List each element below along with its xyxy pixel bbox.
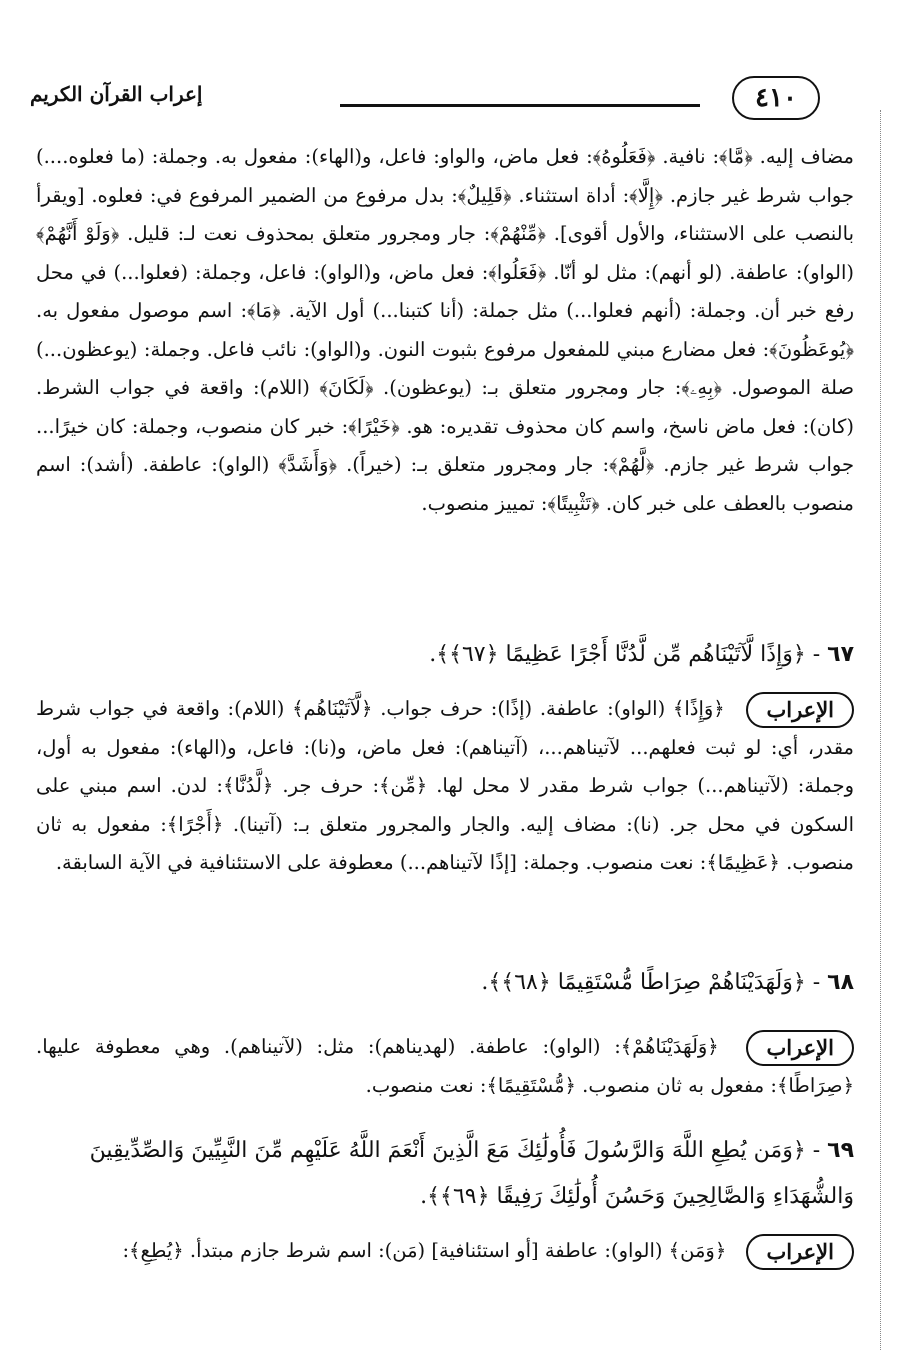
verse-text: - ﴿وَإِذًا لَّآتَيْنَاهُم مِّن لَّدُنَّا أَجْرًا عَظِيمًا ﴿٦٧﴾﴾. <box>429 642 821 667</box>
book-title: إعراب القرآن الكريم <box>30 82 203 106</box>
page-edge <box>880 110 881 1350</box>
verse-68 <box>36 960 854 1006</box>
verse-text: - ﴿وَمَن يُطِعِ اللَّهَ وَالرَّسُولَ فَأُولَٰئِكَ مَعَ الَّذِينَ أَنْعَمَ اللَّهُ عَلَيْهِم مِّنَ النَّبِيِّينَ وَالصِّدِّيقِينَ وَالشُّهَدَاءِ وَالصَّالِحِينَ وَحَسُنَ أُولَٰئِكَ رَفِيقًا ﴿٦٩﴾﴾. <box>89 1138 854 1209</box>
irab-text: ﴿وَلَهَدَيْنَاهُمْ﴾: (الواو): عاطفة. (لهديناهم): مثل: (لآتيناهم). وهي معطوفة عليها. ﴿صِرَاطًا﴾: مفعول به ثان منصوب. ﴿مُّسْتَقِيمًا﴾: نعت منصوب. <box>36 1035 854 1097</box>
header-rule <box>340 104 700 107</box>
verse-number: ٦٧ <box>827 642 854 667</box>
verse-number: ٦٩ <box>827 1138 854 1163</box>
irab-label: الإعراب <box>746 1234 854 1270</box>
irab-block-67 <box>36 690 854 883</box>
verse-69 <box>36 1128 854 1220</box>
irab-text: ﴿وَمَن﴾ (الواو): عاطفة [أو استئنافية] (مَن): اسم شرط جازم مبتدأ. ﴿يُطِعِ﴾: <box>122 1239 727 1262</box>
verse-number: ٦٨ <box>827 970 854 995</box>
irab-block-68 <box>36 1028 854 1105</box>
page-number: ٤١٠ <box>732 76 820 120</box>
irab-text: ﴿وَإِذًا﴾ (الواو): عاطفة. (إذًا): حرف جواب. ﴿لَّآتَيْنَاهُم﴾ (اللام): واقعة في جواب شرط مقدر، أي: لو ثبت فعلهم... لآتيناهم...، (آتيناهم): فعل ماض، و(نا): فاعل، و(الهاء): مفعول به أول، وجملة: (لآتيناهم...) جواب شرط مقدر لا محل لها. ﴿مِّن﴾: حرف جر. ﴿لَّدُنَّا﴾: لدن. اسم مبني على السكون في محل جر. (نا): مضاف إليه. والجار والمجرور متعلق بـ: (آتينا). ﴿أَجْرًا﴾: مفعول به ثان منصوب. ﴿عَظِيمًا﴾: نعت منصوب. وجملة: [إذًا لآتيناهم...) معطوفة على الاستئنافية في الآية السابقة. <box>36 697 854 874</box>
commentary-text <box>36 138 854 523</box>
irab-label: الإعراب <box>746 1030 854 1066</box>
verse-67 <box>36 632 854 678</box>
paragraph: مضاف إليه. ﴿مَّا﴾: نافية. ﴿فَعَلُوهُ﴾: فعل ماض، والواو: فاعل، و(الهاء): مفعول به. وجملة: (ما فعلوه....) جواب شرط غير جازم. ﴿إِلَّا﴾: أداة استثناء. ﴿قَلِيلٌ﴾: بدل مرفوع من الضمير المرفوع في: فعلوه. [ويقرأ بالنصب على الاستثناء، والأول أقوى]. ﴿مِّنْهُمْ﴾: جار ومجرور متعلق بمحذوف نعت لـ: قليل. ﴿وَلَوْ أَنَّهُمْ﴾ (الواو): عاطفة. (لو أنهم): مثل لو أنّا. ﴿فَعَلُوا﴾: فعل ماض، و(الواو): فاعل، وجملة: (فعلوا...) في محل رفع خبر أن. وجملة: (أنهم فعلوا...) مثل جملة: (أنا كتبنا...) أول الآية. ﴿مَا﴾: اسم موصول مفعول به. ﴿يُوعَظُونَ﴾: فعل مضارع مبني للمفعول مرفوع بثبوت النون. و(الواو): نائب فاعل. وجملة: (يوعظون...) صلة الموصول. ﴿بِهِۦ﴾: جار ومجرور متعلق بـ: (يوعظون). ﴿لَكَانَ﴾ (اللام): واقعة في جواب الشرط. (كان): فعل ماض ناسخ، واسم كان محذوف تقديره: هو. ﴿خَيْرًا﴾: خبر كان منصوب، وجملة: كان خيرًا... جواب شرط غير جازم. ﴿لَّهُمْ﴾: جار ومجرور متعلق بـ: (خيراً). ﴿وَأَشَدَّ﴾ (الواو): عاطفة. (أشد): اسم منصوب بالعطف على خبر كان. ﴿تَثْبِيتًا﴾: تمييز منصوب. <box>36 145 854 515</box>
verse-text: - ﴿وَلَهَدَيْنَاهُمْ صِرَاطًا مُّسْتَقِيمًا ﴿٦٨﴾﴾. <box>481 970 821 995</box>
irab-label: الإعراب <box>746 692 854 728</box>
page-header <box>30 68 820 128</box>
irab-block-69 <box>36 1232 854 1271</box>
